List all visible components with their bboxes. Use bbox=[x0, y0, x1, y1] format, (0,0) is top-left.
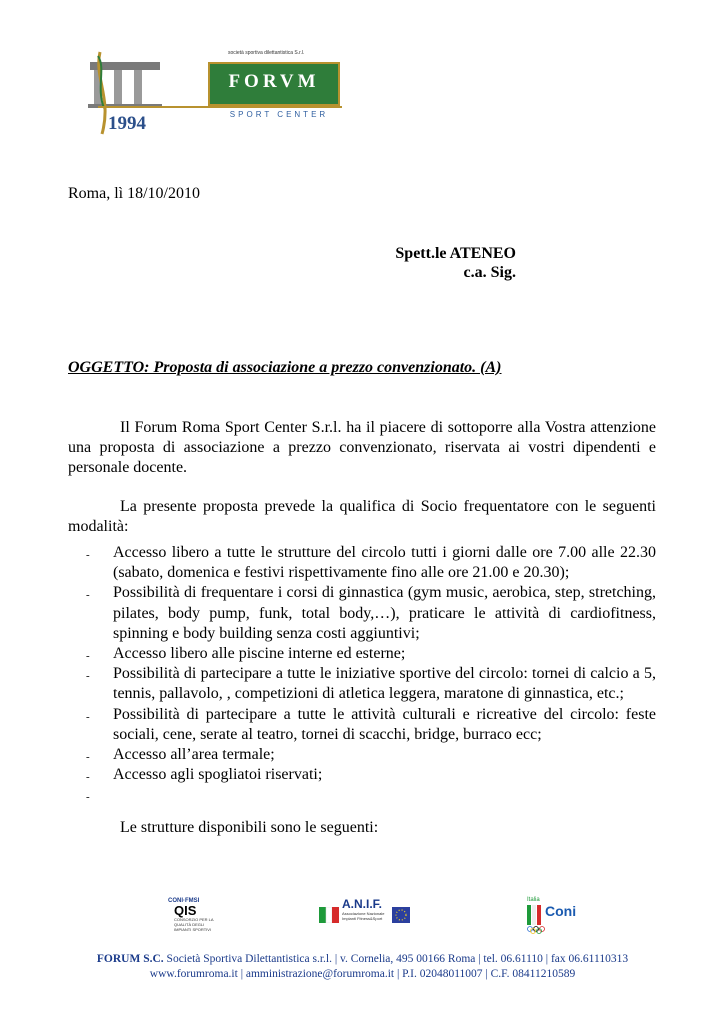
logo-name-box bbox=[208, 62, 340, 106]
paragraph-proposal-text: La presente proposta prevede la qualifica di Socio frequentatore con le seguenti modalità: bbox=[68, 498, 656, 535]
paragraph-proposal bbox=[68, 497, 656, 537]
list-item: - Possibilità di partecipare a tutte le attività culturali e ricreative del circolo: feste sociali, cene, serate al teatro, tornei di scacchi, bridge, burraco ecc; bbox=[86, 705, 656, 745]
qis-sub: CONSORZIO PER LA QUALITÀ DEGLI IMPIANTI SPORTIVI bbox=[174, 917, 214, 932]
date-line: Roma, lì 18/10/2010 bbox=[68, 185, 200, 202]
eu-flag-icon bbox=[392, 907, 410, 923]
benefits-list bbox=[86, 543, 656, 806]
anif-logo bbox=[318, 897, 410, 927]
logo-year: 1994 bbox=[108, 113, 146, 134]
anif-sub: Associazione Nazionale Impianti Fitness&Sport bbox=[342, 911, 385, 921]
list-item: - Possibilità di frequentare i corsi di ginnastica (gym music, aerobica, step, stretching, pilates, body pump, funk, total body,…), praticare le attività di cardiofitness, spinning e body building senza costi aggiuntivi; bbox=[86, 583, 656, 644]
logo-top-text: società sportiva dilettantistica S.r.l. bbox=[228, 50, 305, 56]
footer-address: Società Sportiva Dilettantistica s.r.l. | v. Cornelia, 495 00166 Roma | tel. 06.61110 | fax 06.61110313 bbox=[163, 953, 629, 965]
subject-line: OGGETTO: Proposta di associazione a prezzo convenzionato. (A) bbox=[68, 359, 502, 376]
paragraph-intro-text: Il Forum Roma Sport Center S.r.l. ha il piacere di sottoporre alla Vostra attenzione una proposta di associazione a prezzo convenzionato, riservata ai vostri dipendenti e personale docente. bbox=[68, 419, 656, 476]
qis-top-text: CONI·FMSI bbox=[168, 898, 200, 904]
italy-flag-icon bbox=[527, 905, 541, 925]
coni-top-text: Italia bbox=[527, 897, 540, 903]
paragraph-intro bbox=[68, 418, 656, 478]
closing-line: Le strutture disponibili sono le seguenti: bbox=[120, 819, 379, 836]
logo-sport-center: SPORT CENTER bbox=[229, 110, 329, 119]
forum-logo bbox=[68, 48, 340, 140]
list-item bbox=[86, 785, 656, 805]
logo-name: FORVM bbox=[228, 71, 320, 92]
coni-logo bbox=[527, 897, 583, 935]
footer-line-2: www.forumroma.it | amministrazione@forumroma.it | P.I. 02048011007 | C.F. 08411210589 bbox=[149, 968, 576, 980]
olympic-rings-icon bbox=[527, 926, 549, 934]
anif-name: A.N.I.F. bbox=[342, 897, 383, 911]
logo-divider bbox=[98, 106, 342, 108]
qis-name: QIS bbox=[174, 903, 197, 918]
list-item: - Accesso agli spogliatoi riservati; bbox=[86, 765, 656, 785]
qis-logo bbox=[168, 898, 228, 940]
footer-line-1 bbox=[0, 953, 725, 965]
list-item: - Possibilità di partecipare a tutte le iniziative sportive del circolo: tornei di calcio a 5, tennis, pallavolo, , competizioni di atletica leggera, maratone di ginnastica, etc.; bbox=[86, 664, 656, 704]
coni-name: Coni bbox=[545, 903, 577, 919]
footer-company: FORUM S.C. bbox=[96, 953, 164, 965]
recipient-line-2: c.a. Sig. bbox=[463, 264, 516, 281]
list-item: - Accesso libero alle piscine interne ed esterne; bbox=[86, 644, 656, 664]
italian-flag-icon bbox=[319, 907, 339, 923]
recipient-line-1: Spett.le ATENEO bbox=[395, 245, 516, 262]
list-item: - Accesso libero a tutte le strutture del circolo tutti i giorni dalle ore 7.00 alle 22.30 (sabato, domenica e festivi rispettivamente fino alle ore 21.00 e 20.30); bbox=[86, 543, 656, 583]
list-item: - Accesso all’area termale; bbox=[86, 745, 656, 765]
